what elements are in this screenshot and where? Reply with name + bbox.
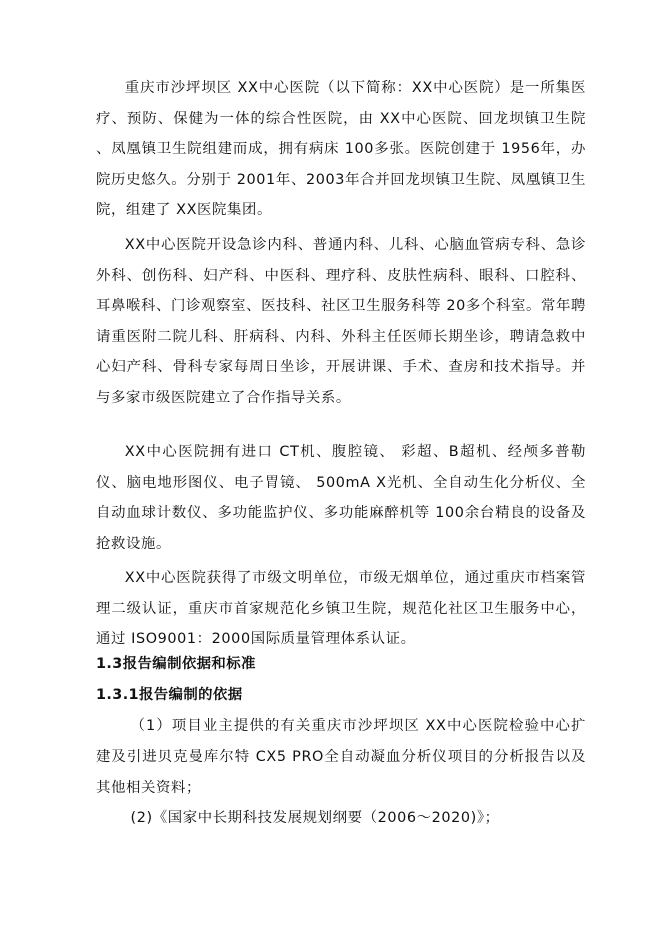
paragraph-equipment: XX中心医院拥有进口 CT机、腹腔镜、 彩超、B超机、经颅多普勒仪、脑电地形图仪、电子胃镜、 500mA X光机、全自动生化分析仪、全自动血球计数仪、多功能监护仪、多功能麻醉机等 100余台精良的设备及抢救设施。 xyxy=(96,444,586,552)
list-item: (2)《国家中长期科技发展规划纲要（2006～2020)》； xyxy=(130,810,500,826)
paragraph-honors: XX中心医院获得了市级文明单位，市级无烟单位，通过重庆市档案管理二级认证，重庆市首家规范化乡镇卫生院，规范化社区卫生服务中心，通过 ISO9001：2000国际质量管理体系认证。 xyxy=(96,570,586,647)
section-heading: 1.3报告编制依据和标准 xyxy=(96,656,256,672)
subsection-heading: 1.3.1报告编制的依据 xyxy=(96,687,243,703)
list-item: （1）项目业主提供的有关重庆市沙坪坝区 XX中心医院检验中心扩建及引进贝克曼库尔特 CX5 PRO全自动凝血分析仪项目的分析报告以及其他相关资料； xyxy=(96,718,586,796)
paragraph-departments: XX中心医院开设急诊内科、普通内科、儿科、心脑血管病专科、急诊外科、创伤科、妇产科、中医科、理疗科、皮肤性病科、眼科、口腔科、耳鼻喉科、门诊观察室、医技科、社区卫生服务科等 20多个科室。常年聘请重医附二院儿科、肝病科、内科、外科主任医师长期坐诊，聘请急救中心妇产科、骨科专家每周日坐诊，开展讲课、手术、查房和技术指导。并与多家市级医院建立了合作指导关系。 xyxy=(96,237,586,406)
paragraph-hospital-intro: 重庆市沙坪坝区 XX中心医院（以下简称：XX中心医院）是一所集医疗、预防、保健为一体的综合性医院，由 XX中心医院、回龙坝镇卫生院 、凤凰镇卫生院组建而成，拥有病床 100多张。医院创建于 1956年，办院历史悠久。分别于 2001年、2003年合并回龙坝镇卫生院、凤凰镇卫生院，组建了 XX医院集团。 xyxy=(96,80,586,218)
